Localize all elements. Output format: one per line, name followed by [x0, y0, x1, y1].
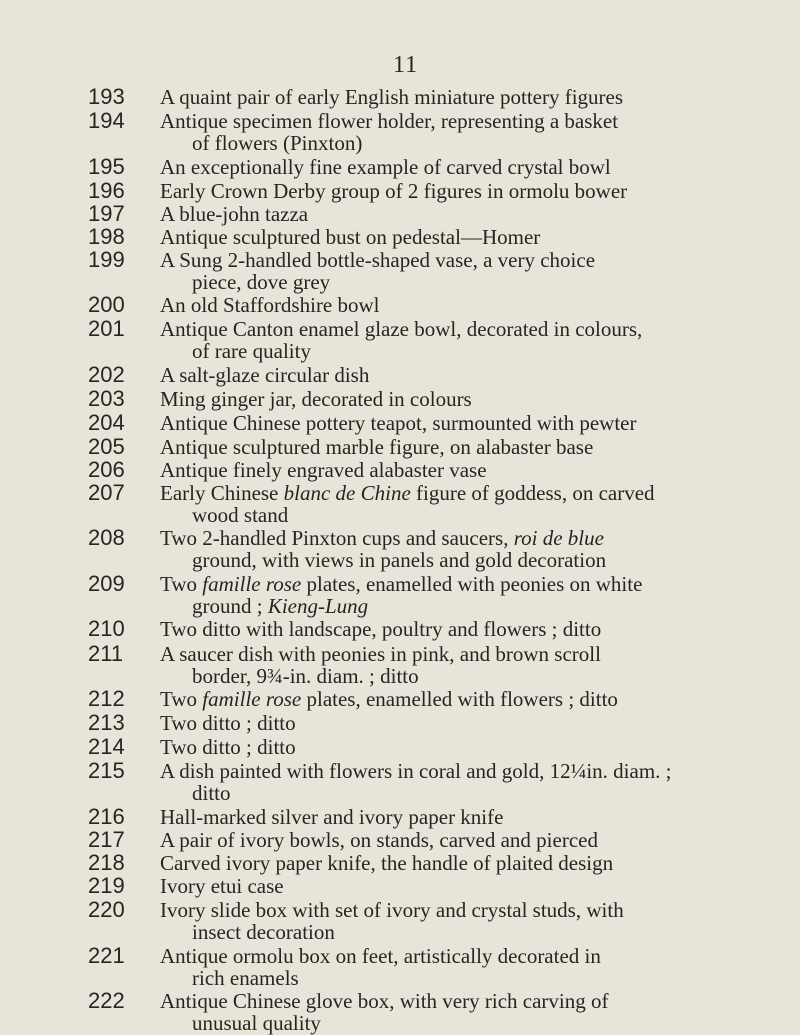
- lot-description: [160, 573, 760, 617]
- lot-description: [160, 436, 760, 458]
- lot-description-line: wood stand: [192, 503, 289, 527]
- lot-number: 214: [88, 734, 125, 759]
- lot-description: [160, 459, 760, 481]
- lot-number: 195: [88, 154, 125, 179]
- lot-description-line: ground ; Kieng-Lung: [192, 594, 369, 618]
- lot-description-line: Antique Chinese pottery teapot, surmounted with pewter: [160, 411, 637, 435]
- lot-number: 193: [88, 84, 125, 109]
- lot-description-line: Two ditto with landscape, poultry and flowers ; ditto: [160, 617, 602, 641]
- lot-description-line: A salt-glaze circular dish: [160, 363, 370, 387]
- lot-description: [160, 899, 760, 943]
- lot-number: 221: [88, 943, 125, 968]
- lot-description-line: of flowers (Pinxton): [192, 131, 363, 155]
- lot-description-line: Antique sculptured marble figure, on alabaster base: [160, 435, 594, 459]
- lot-description: [160, 156, 760, 178]
- lot-number: 196: [88, 178, 125, 203]
- lot-number: 211: [88, 641, 124, 666]
- lot-description-line: Ivory slide box with set of ivory and crystal studs, with: [160, 898, 624, 922]
- lot-number: 208: [88, 525, 125, 550]
- lot-number: 217: [88, 827, 125, 852]
- lot-description-line: Hall-marked silver and ivory paper knife: [160, 805, 504, 829]
- lot-number: 216: [88, 804, 125, 829]
- lot-description-line: Antique specimen flower holder, representing a basket: [160, 109, 619, 133]
- lot-description: [160, 806, 760, 828]
- lot-number: 212: [88, 686, 125, 711]
- lot-description-line: Antique sculptured bust on pedestal—Homer: [160, 225, 541, 249]
- lot-description-line: ground, with views in panels and gold decoration: [192, 548, 607, 572]
- lot-number: 219: [88, 873, 125, 898]
- lot-description: [160, 412, 760, 434]
- lot-number: 215: [88, 758, 125, 783]
- lot-number: 199: [88, 247, 125, 272]
- lot-description-line: unusual quality: [192, 1011, 321, 1035]
- lot-description: [160, 294, 760, 316]
- lot-description: [160, 712, 760, 734]
- lot-description: [160, 618, 760, 640]
- lot-number: 202: [88, 362, 125, 387]
- lot-description: [160, 180, 760, 202]
- lot-number: 203: [88, 386, 125, 411]
- lot-description-line: Antique Canton enamel glaze bowl, decorated in colours,: [160, 317, 643, 341]
- lot-description-line: Ivory etui case: [160, 874, 284, 898]
- lot-description-line: A dish painted with flowers in coral and gold, 12¼in. diam. ;: [160, 759, 672, 783]
- lot-number: 197: [88, 201, 125, 226]
- lot-description: [160, 226, 760, 248]
- lot-number: 207: [88, 480, 125, 505]
- lot-number: 213: [88, 710, 125, 735]
- lot-description: [160, 482, 760, 526]
- lot-description-line: rich enamels: [192, 966, 299, 990]
- lot-description-line: A saucer dish with peonies in pink, and brown scroll: [160, 642, 601, 666]
- lot-number: 201: [88, 316, 125, 341]
- lot-description-line: ditto: [192, 781, 231, 805]
- lot-number: 200: [88, 292, 125, 317]
- lot-description-line: Two famille rose plates, enamelled with peonies on white: [160, 572, 643, 596]
- lot-description-line: A Sung 2-handled bottle-shaped vase, a very choice: [160, 248, 596, 272]
- lot-description: [160, 875, 760, 897]
- lot-description-line: Ming ginger jar, decorated in colours: [160, 387, 472, 411]
- lot-description: [160, 249, 760, 293]
- lot-description-line: of rare quality: [192, 339, 311, 363]
- lot-number: 205: [88, 434, 125, 459]
- lot-description: [160, 527, 760, 571]
- lot-description-line: Two 2-handled Pinxton cups and saucers, roi de blue: [160, 526, 604, 550]
- lot-description: [160, 643, 760, 687]
- lot-number: 210: [88, 616, 125, 641]
- lot-description-line: Two ditto ; ditto: [160, 735, 296, 759]
- lot-description-line: Two famille rose plates, enamelled with flowers ; ditto: [160, 687, 618, 711]
- lot-description-line: Antique finely engraved alabaster vase: [160, 458, 487, 482]
- lot-description-line: Antique Chinese glove box, with very rich carving of: [160, 989, 609, 1013]
- lot-description: [160, 945, 760, 989]
- lot-description-line: Early Crown Derby group of 2 figures in ormolu bower: [160, 179, 628, 203]
- lot-description: [160, 318, 760, 362]
- lot-number: 204: [88, 410, 125, 435]
- lot-description: [160, 203, 760, 225]
- lot-description-line: Early Chinese blanc de Chine figure of goddess, on carved: [160, 481, 655, 505]
- lot-description-line: An old Staffordshire bowl: [160, 293, 380, 317]
- lot-description: [160, 852, 760, 874]
- lot-description: [160, 990, 760, 1034]
- lot-number: 218: [88, 850, 125, 875]
- lot-description: [160, 736, 760, 758]
- lot-description: [160, 388, 760, 410]
- lot-description-line: A pair of ivory bowls, on stands, carved and pierced: [160, 828, 598, 852]
- lot-description-line: A quaint pair of early English miniature pottery figures: [160, 85, 624, 109]
- lot-description-line: Antique ormolu box on feet, artistically decorated in: [160, 944, 601, 968]
- lot-description: [160, 760, 760, 804]
- lot-description: [160, 110, 760, 154]
- lot-number: 198: [88, 224, 125, 249]
- lot-description: [160, 688, 760, 710]
- lot-description-line: insect decoration: [192, 920, 335, 944]
- lot-number: 209: [88, 571, 125, 596]
- lot-description-line: A blue-john tazza: [160, 202, 309, 226]
- lot-number: 220: [88, 897, 125, 922]
- lot-description-line: An exceptionally fine example of carved crystal bowl: [160, 155, 611, 179]
- lot-number: 194: [88, 108, 125, 133]
- lot-number: 222: [88, 988, 125, 1013]
- page-number: 11: [393, 52, 419, 78]
- lot-description: [160, 829, 760, 851]
- lot-description-line: piece, dove grey: [192, 270, 331, 294]
- lot-description-line: Carved ivory paper knife, the handle of plaited design: [160, 851, 614, 875]
- lot-description-line: border, 9¾-in. diam. ; ditto: [192, 664, 419, 688]
- lot-description-line: Two ditto ; ditto: [160, 711, 296, 735]
- lot-description: [160, 86, 760, 108]
- lot-number: 206: [88, 457, 125, 482]
- lot-description: [160, 364, 760, 386]
